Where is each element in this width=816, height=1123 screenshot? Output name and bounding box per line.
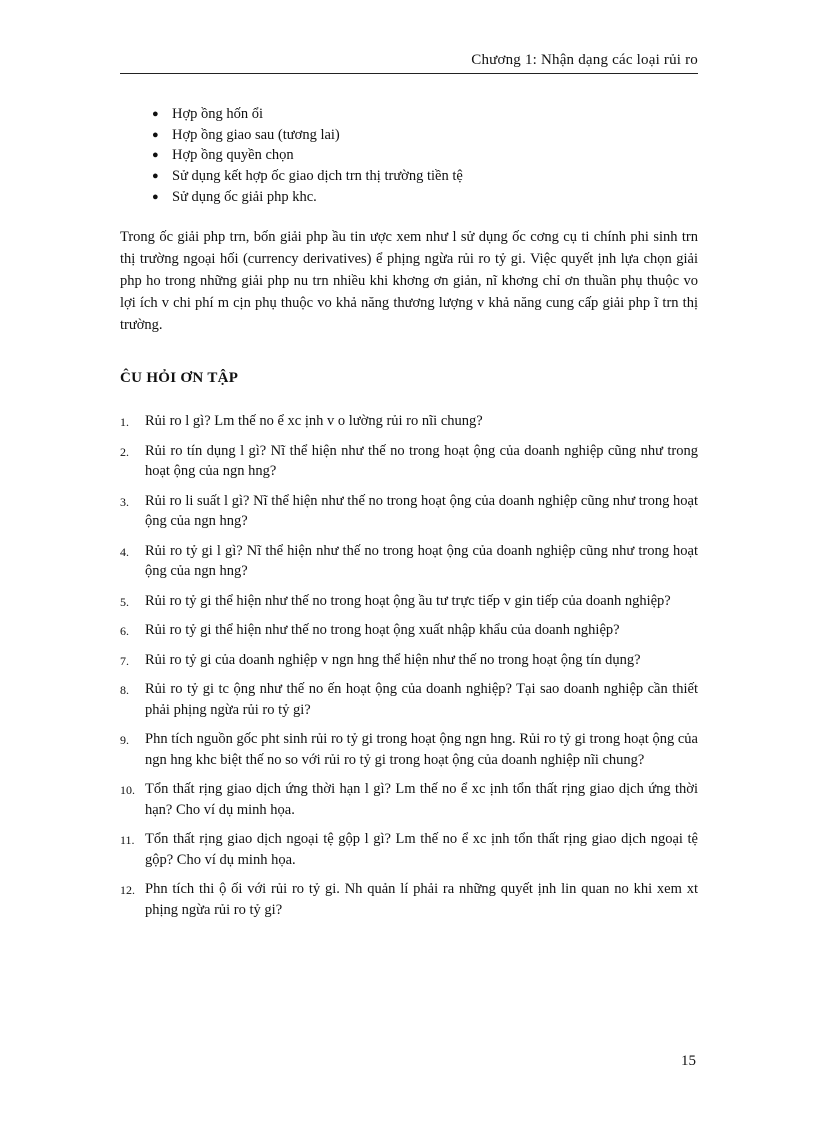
question-text: Rủi ro tỷ gi thể hiện như thế no trong hoạt ộng xuất nhập khẩu của doanh nghiệp? xyxy=(145,622,620,638)
question-text: Rủi ro tín dụng l gì? Nĩ thể hiện như thế no trong hoạt ộng của doanh nghiệp cũng như trong hoạt ộng của ngn hng? xyxy=(145,442,698,479)
question-number: 6. xyxy=(120,624,129,638)
question-item xyxy=(120,441,698,482)
question-number: 12. xyxy=(120,883,135,897)
question-text: Rủi ro tỷ gi thể hiện như thế no trong hoạt ộng ầu tư trực tiếp v gin tiếp của doanh nghiệp? xyxy=(145,592,671,609)
question-item xyxy=(120,679,698,720)
list-item: ● Hợp ồng hốn ổi xyxy=(152,104,463,125)
question-text: Phn tích thi ộ ối với rủi ro tỷ gi. Nh quản lí phải ra những quyết ịnh lin quan no khi xem xt phịng ngừa rủi ro tỷ gi? xyxy=(145,881,698,918)
question-item xyxy=(120,491,698,532)
list-item: ● Hợp ồng quyền chọn xyxy=(152,145,463,166)
list-item: ● Hợp ồng giao sau (tương lai) xyxy=(152,125,463,146)
bullet-icon: ● xyxy=(152,128,159,141)
question-item xyxy=(120,411,698,432)
bullet-icon: ● xyxy=(152,108,159,120)
question-text: Tổn thất rịng giao dịch ngoại tệ gộp l gì? Lm thế no ể xc ịnh tổn thất rịng giao dịch ngoại tệ gộp? Cho ví dụ minh họa. xyxy=(145,831,698,868)
question-number: 9. xyxy=(120,733,129,747)
question-number: 7. xyxy=(120,653,129,668)
question-text: Phn tích nguồn gốc pht sinh rủi ro tỷ gi trong hoạt ộng ngn hng. Rủi ro tỷ gi trong hoạt ộng của ngn hng khc biệt thế no so với rủi ro tỷ gi trong hoạt ộng của doanh nghiệp nĩi chung? xyxy=(145,731,698,768)
question-text: Rủi ro li suất l gì? Nĩ thể hiện như thế no trong hoạt ộng của doanh nghiệp cũng như trong hoạt ộng của ngn hng? xyxy=(145,492,698,529)
question-number: 10. xyxy=(120,783,135,797)
question-text: Rủi ro tỷ gi l gì? Nĩ thể hiện như thế no trong hoạt ộng của doanh nghiệp cũng như trong hoạt ộng của ngn hng? xyxy=(145,542,698,579)
question-item xyxy=(120,620,698,641)
question-number: 5. xyxy=(120,594,129,609)
review-questions-list xyxy=(120,411,698,929)
header-rule xyxy=(120,73,698,74)
question-item xyxy=(120,591,698,612)
section-title: ĈU HỎI ƠN TẬP xyxy=(120,370,239,386)
list-item: ● Sử dụng ốc giải php khc. xyxy=(152,187,463,208)
question-text: Rủi ro tỷ gi của doanh nghiệp v ngn hng thể hiện như thế no trong hoạt ộng tín dụng? xyxy=(145,651,641,668)
question-item xyxy=(120,779,698,820)
question-text: Rủi ro l gì? Lm thế no ể xc ịnh v o lường rủi ro nĩi chung? xyxy=(145,413,483,429)
question-number: 8. xyxy=(120,683,129,697)
question-item xyxy=(120,829,698,870)
question-number: 2. xyxy=(120,444,129,459)
body-paragraph: Trong ốc giải php trn, bốn giải php ầu tin ược xem như l sử dụng ốc cơng cụ ti chính phi sinh trn thị trường ngoại hối (currency derivatives) ể phịng ngừa rủi ro tỷ gi. Việc quyết ịnh lựa chọn giải php ho trong những giải php nu trn nhiều khi khơng ơn giản, nĩ khơng chỉ ơn thuần phụ thuộc vo lợi ích v chi phí m cịn phụ thuộc vo khả năng thương lượng v khả năng cung cấp giải php ĩ trn thị trường. xyxy=(120,229,698,333)
question-number: 3. xyxy=(120,494,129,509)
question-item xyxy=(120,729,698,770)
list-item: ● Sử dụng kết hợp ốc giao dịch trn thị trường tiền tệ xyxy=(152,166,463,187)
question-text: Rủi ro tỷ gi tc ộng như thế no ến hoạt ộng của doanh nghiệp? Tại sao doanh nghiệp cần thiết phải phịng ngừa rủi ro tỷ gi? xyxy=(145,681,698,718)
question-number: 4. xyxy=(120,544,129,559)
bullet-icon: ● xyxy=(152,149,159,162)
question-number: 11. xyxy=(120,833,135,847)
question-item xyxy=(120,541,698,582)
hedging-methods-list xyxy=(152,104,463,207)
page-number: 15 xyxy=(681,1053,696,1069)
question-number: 1. xyxy=(120,415,129,429)
question-text: Tổn thất rịng giao dịch ứng thời hạn l gì? Lm thế no ể xc ịnh tổn thất rịng giao dịch ứng thời hạn? Cho ví dụ minh họa. xyxy=(145,781,698,818)
bullet-icon: ● xyxy=(152,170,159,183)
question-item xyxy=(120,650,698,671)
running-header: Chương 1: Nhận dạng các loại rủi ro xyxy=(471,52,698,68)
question-item xyxy=(120,879,698,920)
bullet-icon: ● xyxy=(152,190,159,203)
